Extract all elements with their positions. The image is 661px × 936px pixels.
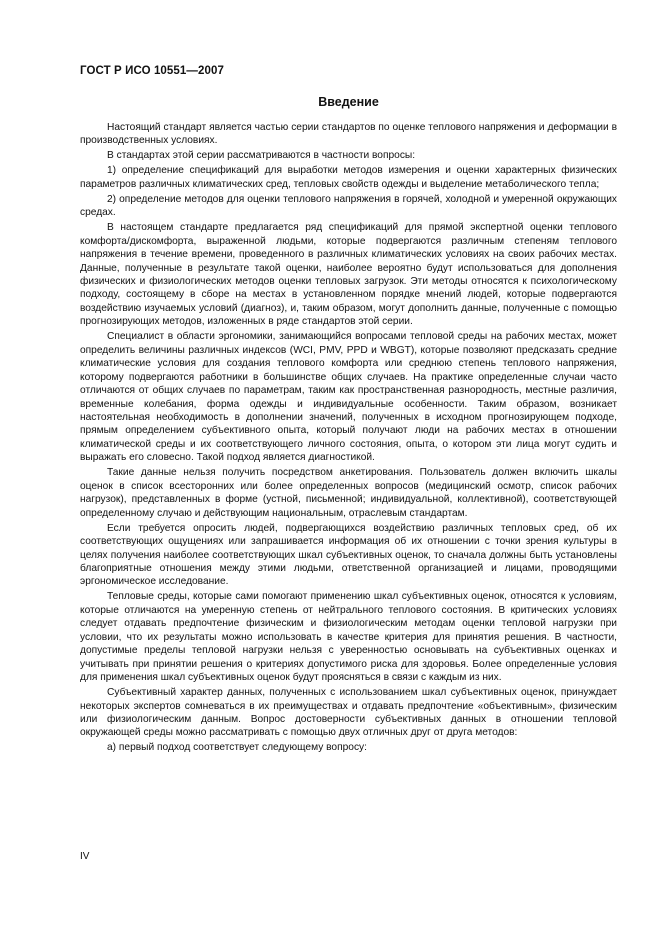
paragraph: Настоящий стандарт является частью серии стандартов по оценке теплового напряжения и деформации в производственных условиях. (80, 122, 617, 147)
paragraph: Такие данные нельзя получить посредством анкетирования. Пользователь должен включить шкалы оценок в список всесторонних или более определенных вопросов (медицинский осмотр, список рабочих нагрузок), представленных в форме (устной, письменной; индивидуальной, коллективной), соответствующей определенному случаю и действующим национальным, отраслевым стандартам. (80, 467, 617, 519)
paragraph: В стандартах этой серии рассматриваются в частности вопросы: (107, 150, 416, 162)
paragraph: 1) определение спецификаций для выработки методов измерения и оценки характерных физических параметров различных климатических сред, тепловых свойств одежды и выделение метаболического тепла; (80, 165, 617, 190)
standard-code-header: ГОСТ Р ИСО 10551—2007 (80, 65, 225, 77)
paragraph: Специалист в области эргономики, занимающийся вопросами тепловой среды на рабочих местах, может определить величины различных индексов (WCI, PMV, PPD и WBGT), которые позволяют предсказать средние климатические условия для создания теплового комфорта или среднюю степень теплового напряжения, которому подвергаются работники в большинстве общих случаев. На практике определенные случаи часто отличаются от общих случаев по параметрам, таким как пространственная разнородность, местные различия, временные колебания, форма одежды и индивидуальные особенности. Таким образом, возникает настоятельная необходимость в дополнении значений, полученных в исходном прогнозирующем подходе, прямым определением субъективного опыта, который получают люди на рабочих местах в отношении климатической среды и их соответствующего личного состояния, опыта, о котором эти лица могут судить и выражать его словесно. Такой подход является диагностикой. (80, 331, 617, 464)
paragraph: В настоящем стандарте предлагается ряд спецификаций для прямой экспертной оценки теплового комфорта/дискомфорта, выраженной людьми, которые подвергаются различным степеням теплового напряжения в течение времени, проведенного в различных климатических условиях на своих рабочих местах. Данные, полученные в результате такой оценки, наиболее вероятно будут использоваться для дополнения физических и физиологических методов оценки тепловых загрузок. Эти методы относятся к психологическому подходу, состоящему в сборе на местах в установленном порядке мнений людей, которые подвергаются воздействию изучаемых условий (диагноз), и, таким образом, могут дополнить данные, полученные с помощью прогнозирующих методов, изложенных в ряде стандартов этой серии. (80, 222, 617, 328)
paragraph: 2) определение методов для оценки теплового напряжения в горячей, холодной и умеренной окружающих средах. (80, 193, 617, 219)
paragraph: Тепловые среды, которые сами помогают применению шкал субъективных оценок, относятся к условиям, которые отличаются на умеренную степень от нейтрального теплового состояния. В критических условиях следует отдавать предпочтение физическим и физиологическим методам оценки тепловой нагрузки при условии, что их результаты можно использовать в качестве критерия для принятия решения. В частности, допустимые пределы тепловой нагрузки нельзя с уверенностью основывать на субъективных оценках и учитывать при принятии решения о критериях допустимого риска для здоровья. Более определенные условия для применения шкал субъективных оценок будут проясняться в связи с каждым из них. (80, 591, 617, 684)
page-number: IV (80, 851, 90, 862)
paragraph: а) первый подход соответствует следующему вопросу: (107, 742, 367, 754)
paragraph: Если требуется опросить людей, подвергающихся воздействию различных тепловых сред, об их соответствующих ощущениях или запрашивается информация об их отношении с точки зрения культуры в целях получения наиболее соответствующих шкал субъективных оценок, то сначала должны быть установлены благоприятные отношения между этими людьми, ответственной организацией и лицами, проводящими эргономическое исследование. (80, 522, 617, 588)
paragraph: Субъективный характер данных, полученных с использованием шкал субъективных оценок, принуждает некоторых экспертов сомневаться в их преимуществах и отдавать предпочтение «объективным», физическим или физиологическим данным. Вопрос достоверности субъективных данных в отношении тепловой окружающей среды можно рассматривать с помощью двух отличных друг от друга методов: (80, 687, 617, 739)
section-title: Введение (318, 95, 379, 109)
document-body (80, 121, 617, 756)
